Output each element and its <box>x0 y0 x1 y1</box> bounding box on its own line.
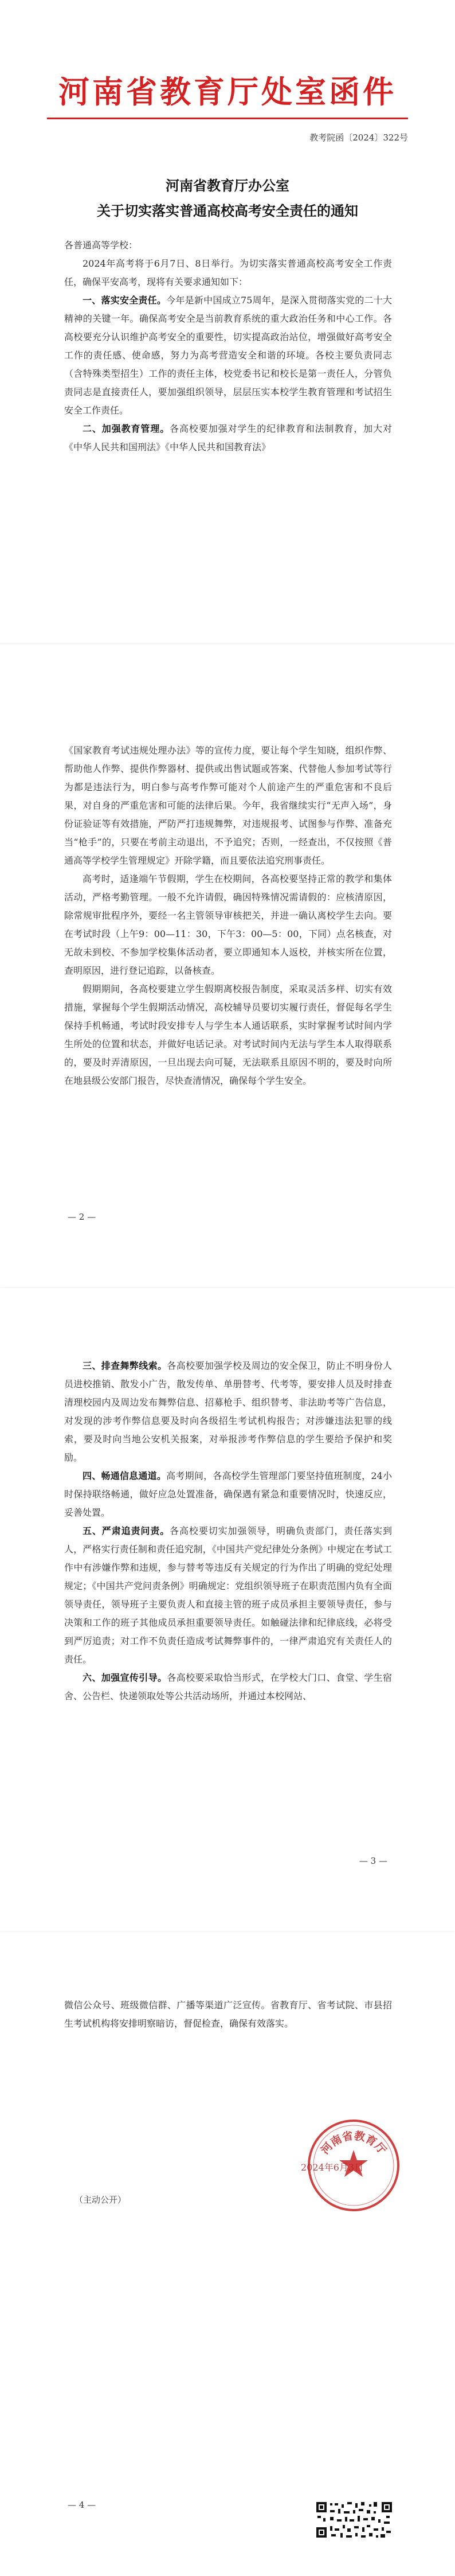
page-4 <box>0 1932 455 2576</box>
section-4-text: 高考期间，各高校学生管理部门要坚持值班制度，24小时保持联络畅通，做好应急处置准备，确保遇有紧急和重要情况时，快速反应，妥善处置。 <box>64 1470 392 1518</box>
page2-body <box>64 741 392 1090</box>
intro-paragraph: 2024年高考将于6月7日、8日举行。为切实落实普通高校高考安全工作责任，确保平安高考，现将有关要求通知如下： <box>64 258 392 287</box>
page-3 <box>0 1288 455 1932</box>
document-number: 教考院函〔2024〕322号 <box>309 132 408 143</box>
section-6-heading: 六、加强宣传引导。 <box>83 1672 167 1683</box>
section-4-heading: 四、畅通信息通道。 <box>83 1470 167 1481</box>
page-number: — 4 — <box>68 2500 96 2510</box>
section-6-text: 各高校要采取恰当形式，在学校大门口、食堂、学生宿舍、公告栏、快递领取处等公共活动场所，并通过本校网站、 <box>64 1672 392 1701</box>
document-title-line1: 河南省教育厅办公室 <box>166 178 289 194</box>
section-5-paragraph <box>64 1522 392 1669</box>
section-5-text: 各高校要切实加强领导，明确负责部门，责任落实到人，严格实行责任制和责任追究制，《中国共产党纪律处分条例》中规定在考试工作中有涉嫌作弊和违规，参与替考等违反有关规定的行为作出了明确的党纪处理规定；《中国共产党问责条例》明确规定：党组织领导班子在职责范围内负有全面领导责任，领导班子主要负责人和直接主管的班子成员承担主要领导责任，参与决策和工作的班子其他成员承担重要领导责任。如触碰法律和纪律底线，必将受到严厉追责；对工作不负责任造成考试舞弊事件的，一律严肃追究有关责任人的责任。 <box>64 1525 392 1665</box>
section-6-paragraph <box>64 1669 392 1705</box>
page4-body <box>64 1996 392 2033</box>
header-divider <box>47 118 408 119</box>
document-title-line2: 关于切实落实普通高校高考安全责任的通知 <box>97 203 358 219</box>
section-6-text-continued: 微信公众号、班级微信群、广播等渠道广泛宣传。省教育厅、省考试院、市县招生考试机构将安排明察暗访，督促检查，确保有效落实。 <box>64 2000 392 2029</box>
page-number: — 3 — <box>359 1856 387 1866</box>
section-2-paragraph <box>64 420 392 456</box>
section-2-attendance: 高考时，适逢端午节假期，学生在校期间，各高校要坚持正常的教学和集体活动，严格考勤管理。一般不允许请假，确因特殊情况需请假的：应核清原因，除常规审批程序外，要经一名主管领导审核把关，并进一确认离校学生去向。要在考试时段（上午9：00—11：30，下午3：00—5：00，下同）点名核查，对无故未到校、不参加学校集体活动者，要立即通知本人返校，并核实所在位置，查明原因，进行登记追踪，以备核查。 <box>64 873 392 976</box>
page3-body <box>64 1357 392 1705</box>
section-4-paragraph <box>64 1467 392 1522</box>
page1-body <box>64 236 392 456</box>
salutation: 各普通高等学校： <box>64 240 138 251</box>
section-2-heading: 二、加强教育管理。 <box>83 423 170 434</box>
page-1 <box>0 0 455 644</box>
section-3-heading: 三、排查舞弊线索。 <box>83 1360 167 1371</box>
section-1-paragraph <box>64 291 392 420</box>
page-number: — 2 — <box>68 1212 96 1222</box>
section-3-text: 各高校要加强学校及周边的安全保卫，防止不明身份人员进校推销、散发小广告，散发传单、单册替考、代考等，要安排人员及时排查清理校园内及周边发布舞弊信息、招募枪手、组织替考、非法助考等广告信息，对发现的涉考作弊信息要及时向各级招生考试机构报告；对涉嫌违法犯罪的线索，要及时向当地公安机关报案，对举报涉考作弊信息的学生要给予保护和奖励。 <box>64 1360 392 1463</box>
stamp-date: 2024年6月3日 <box>301 2162 364 2173</box>
page-2 <box>0 644 455 1288</box>
section-3-paragraph <box>64 1357 392 1467</box>
public-disclosure-note: （主动公开） <box>74 2195 127 2205</box>
barcode-icon <box>314 2500 394 2540</box>
section-2-text-p1: 各高校要加强对学生的纪律教育和法制教育，加大对《中华人民共和国刑法》《中华人民共和国教育法》 <box>64 423 392 452</box>
section-1-text: 今年是新中国成立75周年，是深入贯彻落实党的二十大精神的关键一年。确保高考安全是当前教育系统的重大政治任务和中心工作。各高校要充分认识维护高考安全的重要性，切实提高政治站位，增强做好高考安全工作的责任感、使命感，努力为高考营造安全和谐的环境。各校主要负责同志（含特殊类型招生）工作的责任主体，校党委书记和校长是第一责任人，分管负责同志是直接责任人，要加强组织领导，层层压实本校学生教育管理和考试招生安全工作责任。 <box>64 295 392 416</box>
svg-text:河南省教育厅: 河南省教育厅 <box>318 2129 389 2157</box>
section-5-heading: 五、严肃追责问责。 <box>83 1525 170 1536</box>
agency-header-title: 河南省教育厅处室函件 <box>58 73 397 110</box>
section-1-heading: 一、落实安全责任。 <box>83 295 167 306</box>
section-2-holiday: 假期期间，各高校要建立学生假期离校报告制度，采取灵活多样、切实有效措施，掌握每个学生假期活动情况，高校辅导员要切实履行责任，督促每名学生保持手机畅通，考试时段安排专人与学生本人通话联系，实时掌握考试时间内学生所处的位置和状态，并做好电话记录。对考试时间内无法与学生本人取得联系的，要及时弄清原因，一旦出现去向可疑，无法联系且原因不明的，要及时向所在地县级公安部门报告，尽快查清情况，确保每个学生安全。 <box>64 983 392 1086</box>
section-2-text-continued: 《国家教育考试违规处理办法》等的宣传力度，要让每个学生知晓，组织作弊、帮助他人作弊、提供作弊器材、提供或出售试题或答案、代替他人参加考试等行为都是违法行为，明白参与高考作弊可能对个人前途产生的严重危害和不良后果，对自身的严重危害和可能的法律后果。今年，我省继续实行“无声入场”，身份证验证等有效措施，严防严打违规舞弊，对违规报考、试图参与作弊、准备充当“枪手”的，只要在考前主动退出，不予追究；否则，一经查出，不仅按照《普通高等学校学生管理规定》开除学籍，而且要依法追究刑事责任。 <box>64 745 392 866</box>
